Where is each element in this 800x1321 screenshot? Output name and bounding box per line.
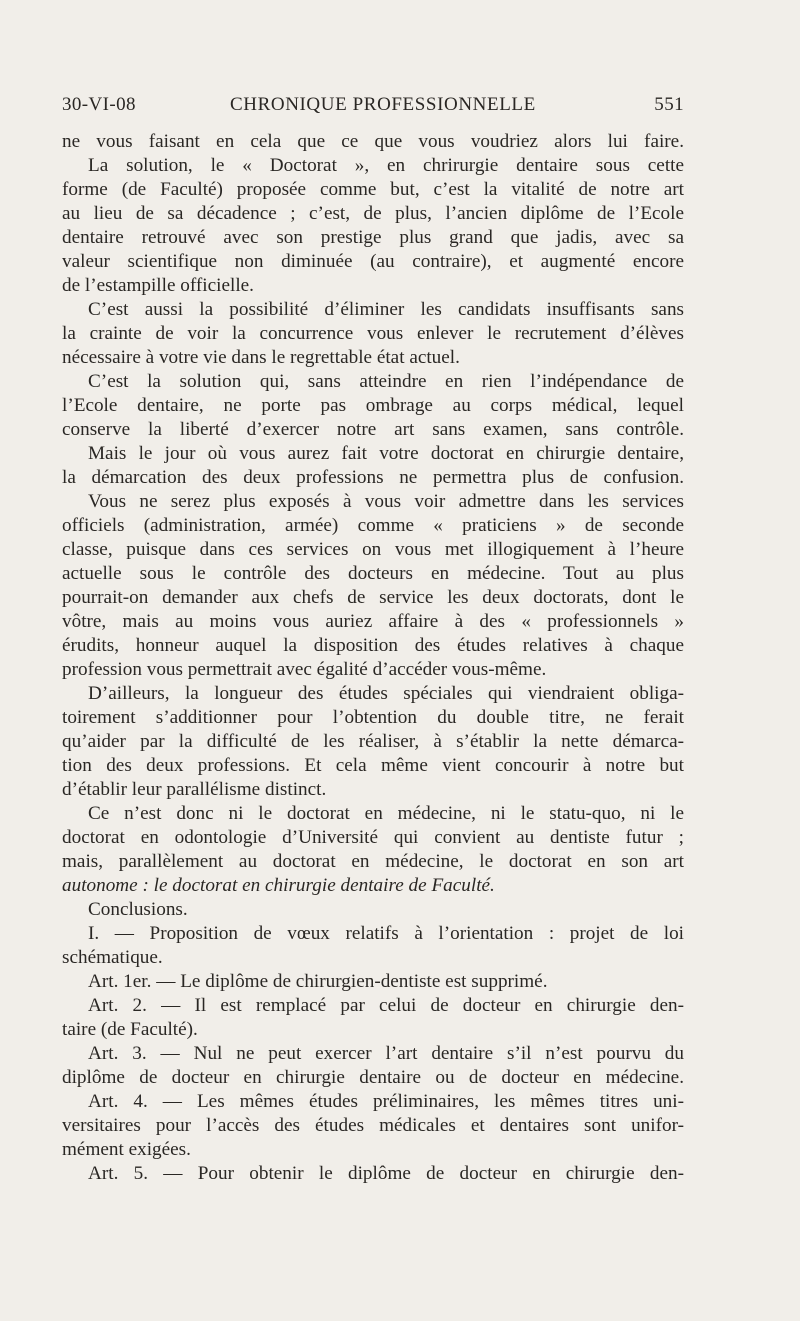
text-line: Art. 2. — Il est remplacé par celui de docteur en chirurgie den- — [88, 995, 684, 1016]
text-line: nécessaire à votre vie dans le regrettable état actuel. — [62, 347, 460, 368]
header-title: CHRONIQUE PROFESSIONNELLE — [230, 94, 536, 115]
text-line: mément exigées. — [62, 1139, 191, 1160]
text-line: I. — Proposition de vœux relatifs à l’orientation : projet de loi — [88, 923, 684, 944]
text-line: Mais le jour où vous aurez fait votre doctorat en chirurgie dentaire, — [88, 443, 684, 464]
text-line: la démarcation des deux professions ne permettra plus de confusion. — [62, 467, 684, 488]
text-line: profession vous permettrait avec égalité d’accéder vous-même. — [62, 659, 547, 680]
text-line: Conclusions. — [88, 899, 188, 920]
text-line: Art. 3. — Nul ne peut exercer l’art dentaire s’il n’est pourvu du — [88, 1043, 684, 1064]
text-line: érudits, honneur auquel la disposition des études relatives à chaque — [62, 635, 684, 656]
text-line: classe, puisque dans ces services on vous met illogiquement à l’heure — [62, 539, 684, 560]
text-line: doctorat en odontologie d’Université qui convient au dentiste futur ; — [62, 827, 684, 848]
text-line: taire (de Faculté). — [62, 1019, 198, 1040]
text-line: forme (de Faculté) proposée comme but, c’est la vitalité de notre art — [62, 179, 684, 200]
text-line: dentaire retrouvé avec son prestige plus grand que jadis, avec sa — [62, 227, 684, 248]
running-header — [62, 94, 684, 124]
text-line: pourrait-on demander aux chefs de service les deux doctorats, dont le — [62, 587, 684, 608]
text-line: Ce n’est donc ni le doctorat en médecine, ni le statu-quo, ni le — [88, 803, 684, 824]
text-line: toirement s’additionner pour l’obtention du double titre, ne ferait — [62, 707, 684, 728]
text-line: vôtre, mais au moins vous auriez affaire à des « professionnels » — [62, 611, 684, 632]
text-line: de l’estampille officielle. — [62, 275, 254, 296]
text-line: Art. 1er. — Le diplôme de chirurgien-dentiste est supprimé. — [88, 971, 548, 992]
text-line: au lieu de sa décadence ; c’est, de plus, l’ancien diplôme de l’Ecole — [62, 203, 684, 224]
text-line: qu’aider par la difficulté de les réaliser, à s’établir la nette démarca- — [62, 731, 684, 752]
text-line: autonome : le doctorat en chirurgie dentaire de Faculté. — [62, 875, 495, 896]
text-line: mais, parallèlement au doctorat en médecine, le doctorat en son art — [62, 851, 684, 872]
text-line: D’ailleurs, la longueur des études spéciales qui viendraient obliga- — [88, 683, 684, 704]
text-line: versitaires pour l’accès des études médicales et dentaires sont unifor- — [62, 1115, 684, 1136]
text-line: l’Ecole dentaire, ne porte pas ombrage au corps médical, lequel — [62, 395, 684, 416]
text-line: actuelle sous le contrôle des docteurs en médecine. Tout au plus — [62, 563, 684, 584]
text-line: schématique. — [62, 947, 163, 968]
text-line: C’est aussi la possibilité d’éliminer les candidats insuffisants sans — [88, 299, 684, 320]
text-line: Art. 4. — Les mêmes études préliminaires, les mêmes titres uni- — [88, 1091, 684, 1112]
text-line: La solution, le « Doctorat », en chrirurgie dentaire sous cette — [88, 155, 684, 176]
text-line: tion des deux professions. Et cela même vient concourir à notre but — [62, 755, 684, 776]
text-line: Vous ne serez plus exposés à vous voir admettre dans les services — [88, 491, 684, 512]
text-line: valeur scientifique non diminuée (au contraire), et augmenté encore — [62, 251, 684, 272]
text-line: ne vous faisant en cela que ce que vous voudriez alors lui faire. — [62, 131, 684, 152]
text-line: Art. 5. — Pour obtenir le diplôme de docteur en chirurgie den- — [88, 1163, 684, 1184]
text-line: la crainte de voir la concurrence vous enlever le recrutement d’élèves — [62, 323, 684, 344]
page-number: 551 — [654, 94, 684, 115]
text-line: C’est la solution qui, sans atteindre en rien l’indépendance de — [88, 371, 684, 392]
text-line: conserve la liberté d’exercer notre art sans examen, sans contrôle. — [62, 419, 684, 440]
text-line: d’établir leur parallélisme distinct. — [62, 779, 327, 800]
text-line: diplôme de docteur en chirurgie dentaire ou de docteur en médecine. — [62, 1067, 684, 1088]
header-date: 30-VI-08 — [62, 94, 136, 115]
text-line: officiels (administration, armée) comme « praticiens » de seconde — [62, 515, 684, 536]
